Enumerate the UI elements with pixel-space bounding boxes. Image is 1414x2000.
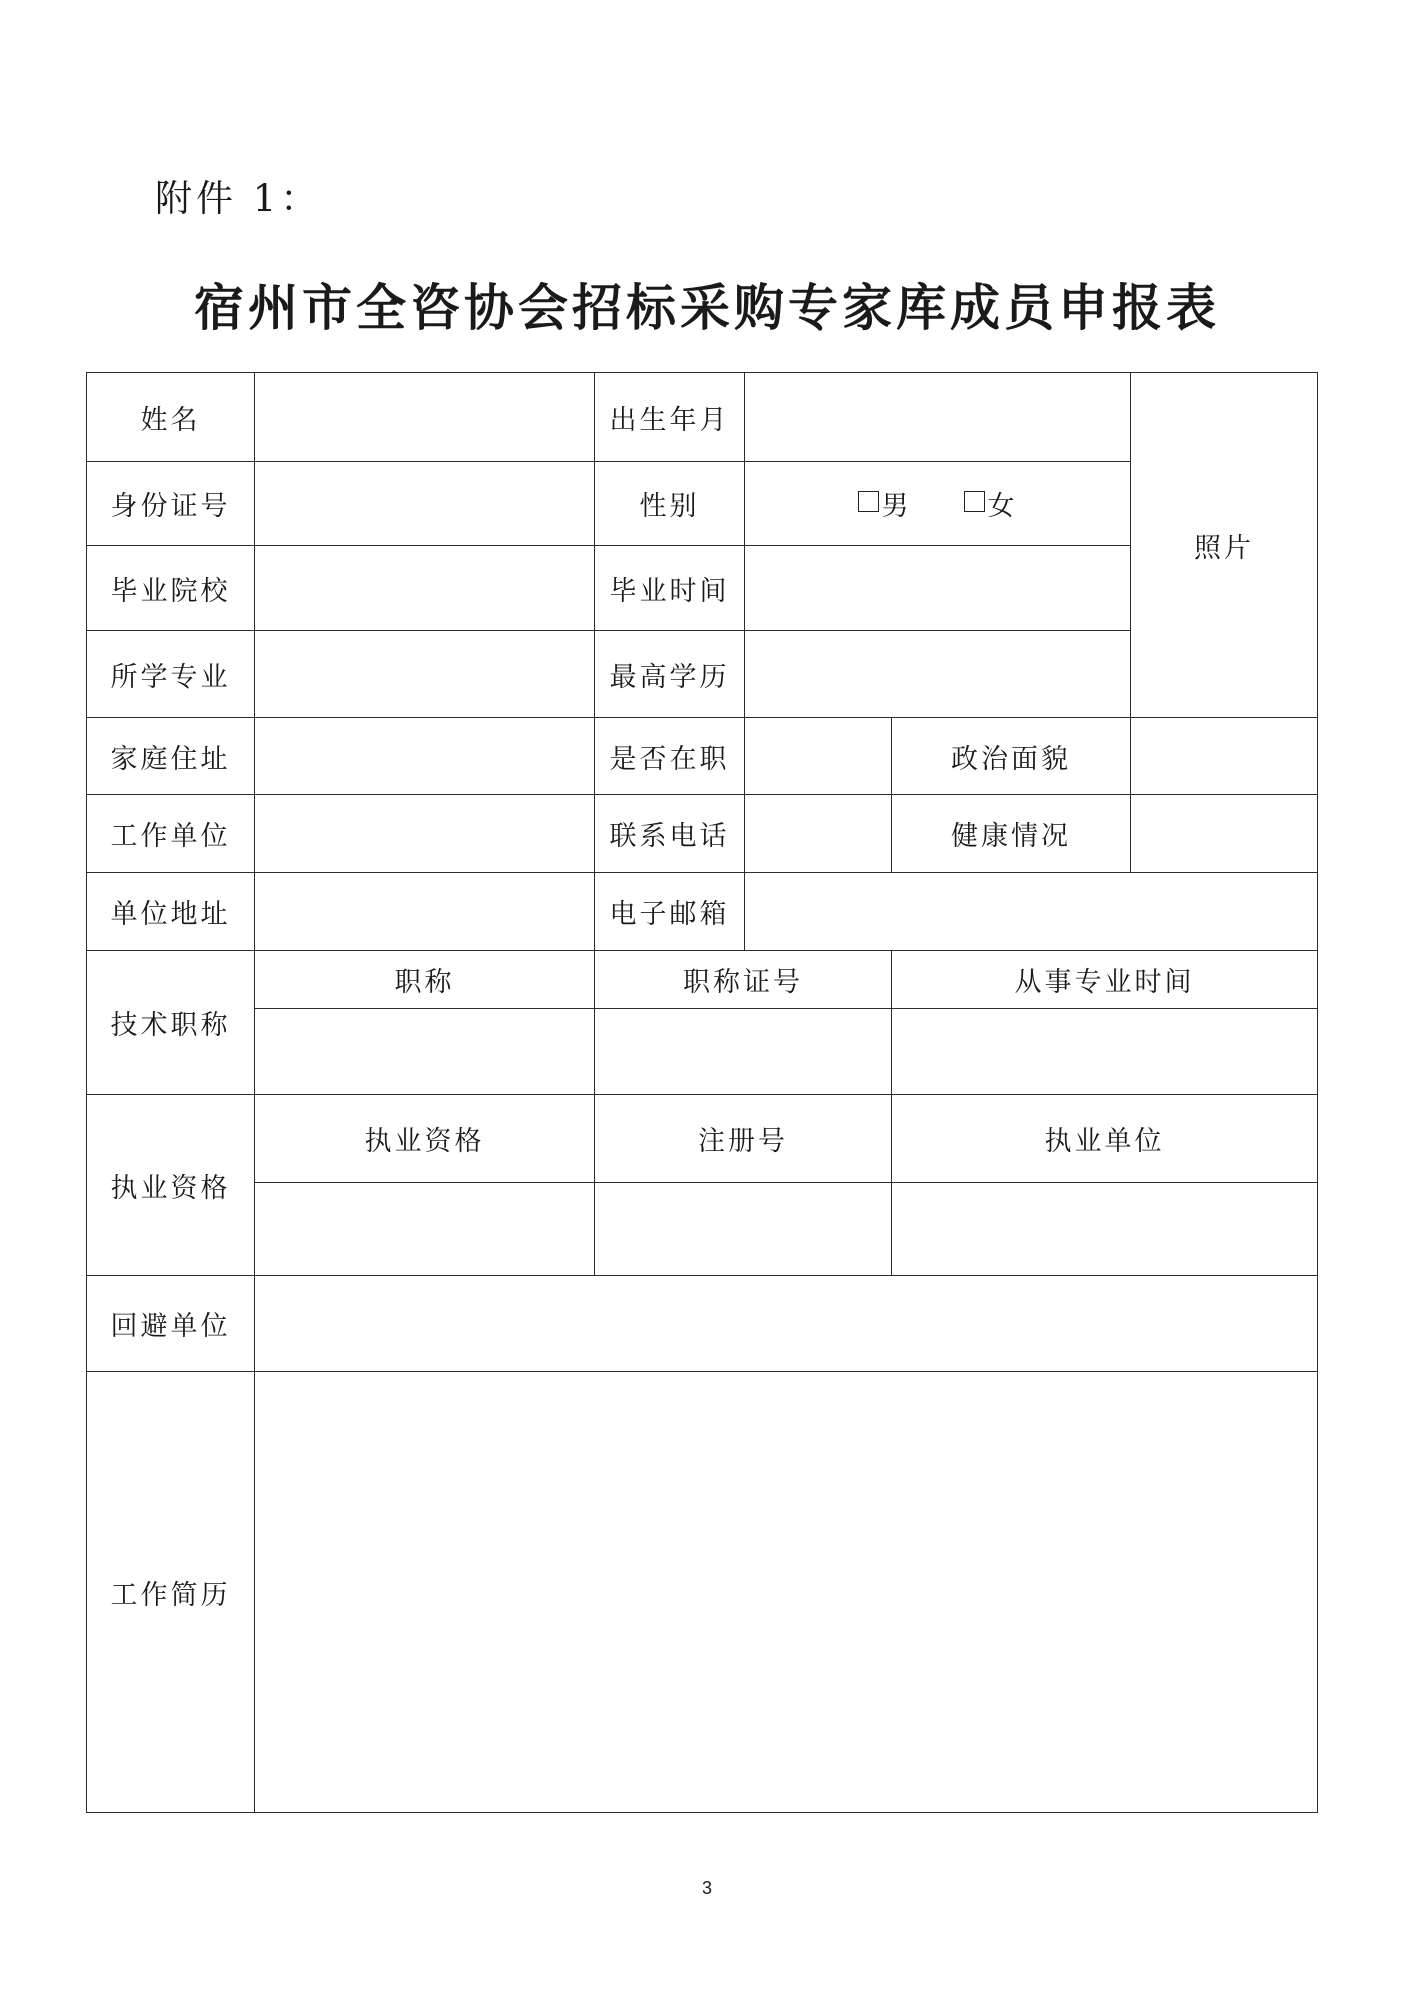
- health-label: 健康情况: [892, 795, 1131, 873]
- employed-label: 是否在职: [595, 718, 745, 795]
- address-label: 家庭住址: [87, 718, 255, 795]
- gender-male-checkbox[interactable]: [858, 491, 879, 512]
- avoid-field[interactable]: [255, 1276, 1318, 1372]
- email-label: 电子邮箱: [595, 873, 745, 951]
- avoid-label: 回避单位: [87, 1276, 255, 1372]
- page-number: 3: [701, 1878, 712, 1898]
- education-field[interactable]: [745, 631, 1131, 718]
- political-label: 政治面貌: [892, 718, 1131, 795]
- gender-label: 性别: [595, 462, 745, 546]
- application-form-table: [86, 372, 1318, 1813]
- practice-unit-field[interactable]: [892, 1183, 1318, 1276]
- school-label: 毕业院校: [87, 546, 255, 631]
- tech-title-label: 技术职称: [87, 951, 255, 1095]
- major-field[interactable]: [255, 631, 595, 718]
- practice-qualification-field[interactable]: [255, 1183, 595, 1276]
- phone-label: 联系电话: [595, 795, 745, 873]
- workplace-field[interactable]: [255, 795, 595, 873]
- school-field[interactable]: [255, 546, 595, 631]
- name-label: 姓名: [87, 373, 255, 462]
- gender-female-label: 女: [987, 491, 1018, 522]
- grad-time-field[interactable]: [745, 546, 1131, 631]
- id-number-label: 身份证号: [87, 462, 255, 546]
- attachment-label: 附件 1：: [155, 177, 322, 220]
- gender-field: [745, 462, 1131, 546]
- workplace-address-label: 单位地址: [87, 873, 255, 951]
- major-label: 所学专业: [87, 631, 255, 718]
- employed-field[interactable]: [745, 718, 892, 795]
- practice-col-registration: 注册号: [595, 1095, 892, 1183]
- birth-field[interactable]: [745, 373, 1131, 462]
- tech-cert-field[interactable]: [595, 1009, 892, 1095]
- phone-field[interactable]: [745, 795, 892, 873]
- political-field[interactable]: [1131, 718, 1318, 795]
- practice-registration-field[interactable]: [595, 1183, 892, 1276]
- tech-title-col-cert: 职称证号: [595, 951, 892, 1009]
- grad-time-label: 毕业时间: [595, 546, 745, 631]
- health-field[interactable]: [1131, 795, 1318, 873]
- tech-title-col-years: 从事专业时间: [892, 951, 1318, 1009]
- education-label: 最高学历: [595, 631, 745, 718]
- resume-field[interactable]: [255, 1372, 1318, 1813]
- tech-years-field[interactable]: [892, 1009, 1318, 1095]
- photo-box[interactable]: [1131, 373, 1318, 718]
- birth-label: 出生年月: [595, 373, 745, 462]
- practice-col-qualification: 执业资格: [255, 1095, 595, 1183]
- practice-col-unit: 执业单位: [892, 1095, 1318, 1183]
- id-number-field[interactable]: [255, 462, 595, 546]
- address-field[interactable]: [255, 718, 595, 795]
- tech-title-col-title: 职称: [255, 951, 595, 1009]
- practice-label: 执业资格: [87, 1095, 255, 1276]
- name-field[interactable]: [255, 373, 595, 462]
- gender-female-checkbox[interactable]: [964, 491, 985, 512]
- workplace-address-field[interactable]: [255, 873, 595, 951]
- gender-male-label: 男: [881, 491, 912, 522]
- photo-label: 照片: [1194, 532, 1255, 564]
- workplace-label: 工作单位: [87, 795, 255, 873]
- form-title: 宿州市全咨协会招标采购专家库成员申报表: [194, 279, 1220, 337]
- email-field[interactable]: [745, 873, 1318, 951]
- tech-title-field[interactable]: [255, 1009, 595, 1095]
- resume-label: 工作简历: [87, 1372, 255, 1813]
